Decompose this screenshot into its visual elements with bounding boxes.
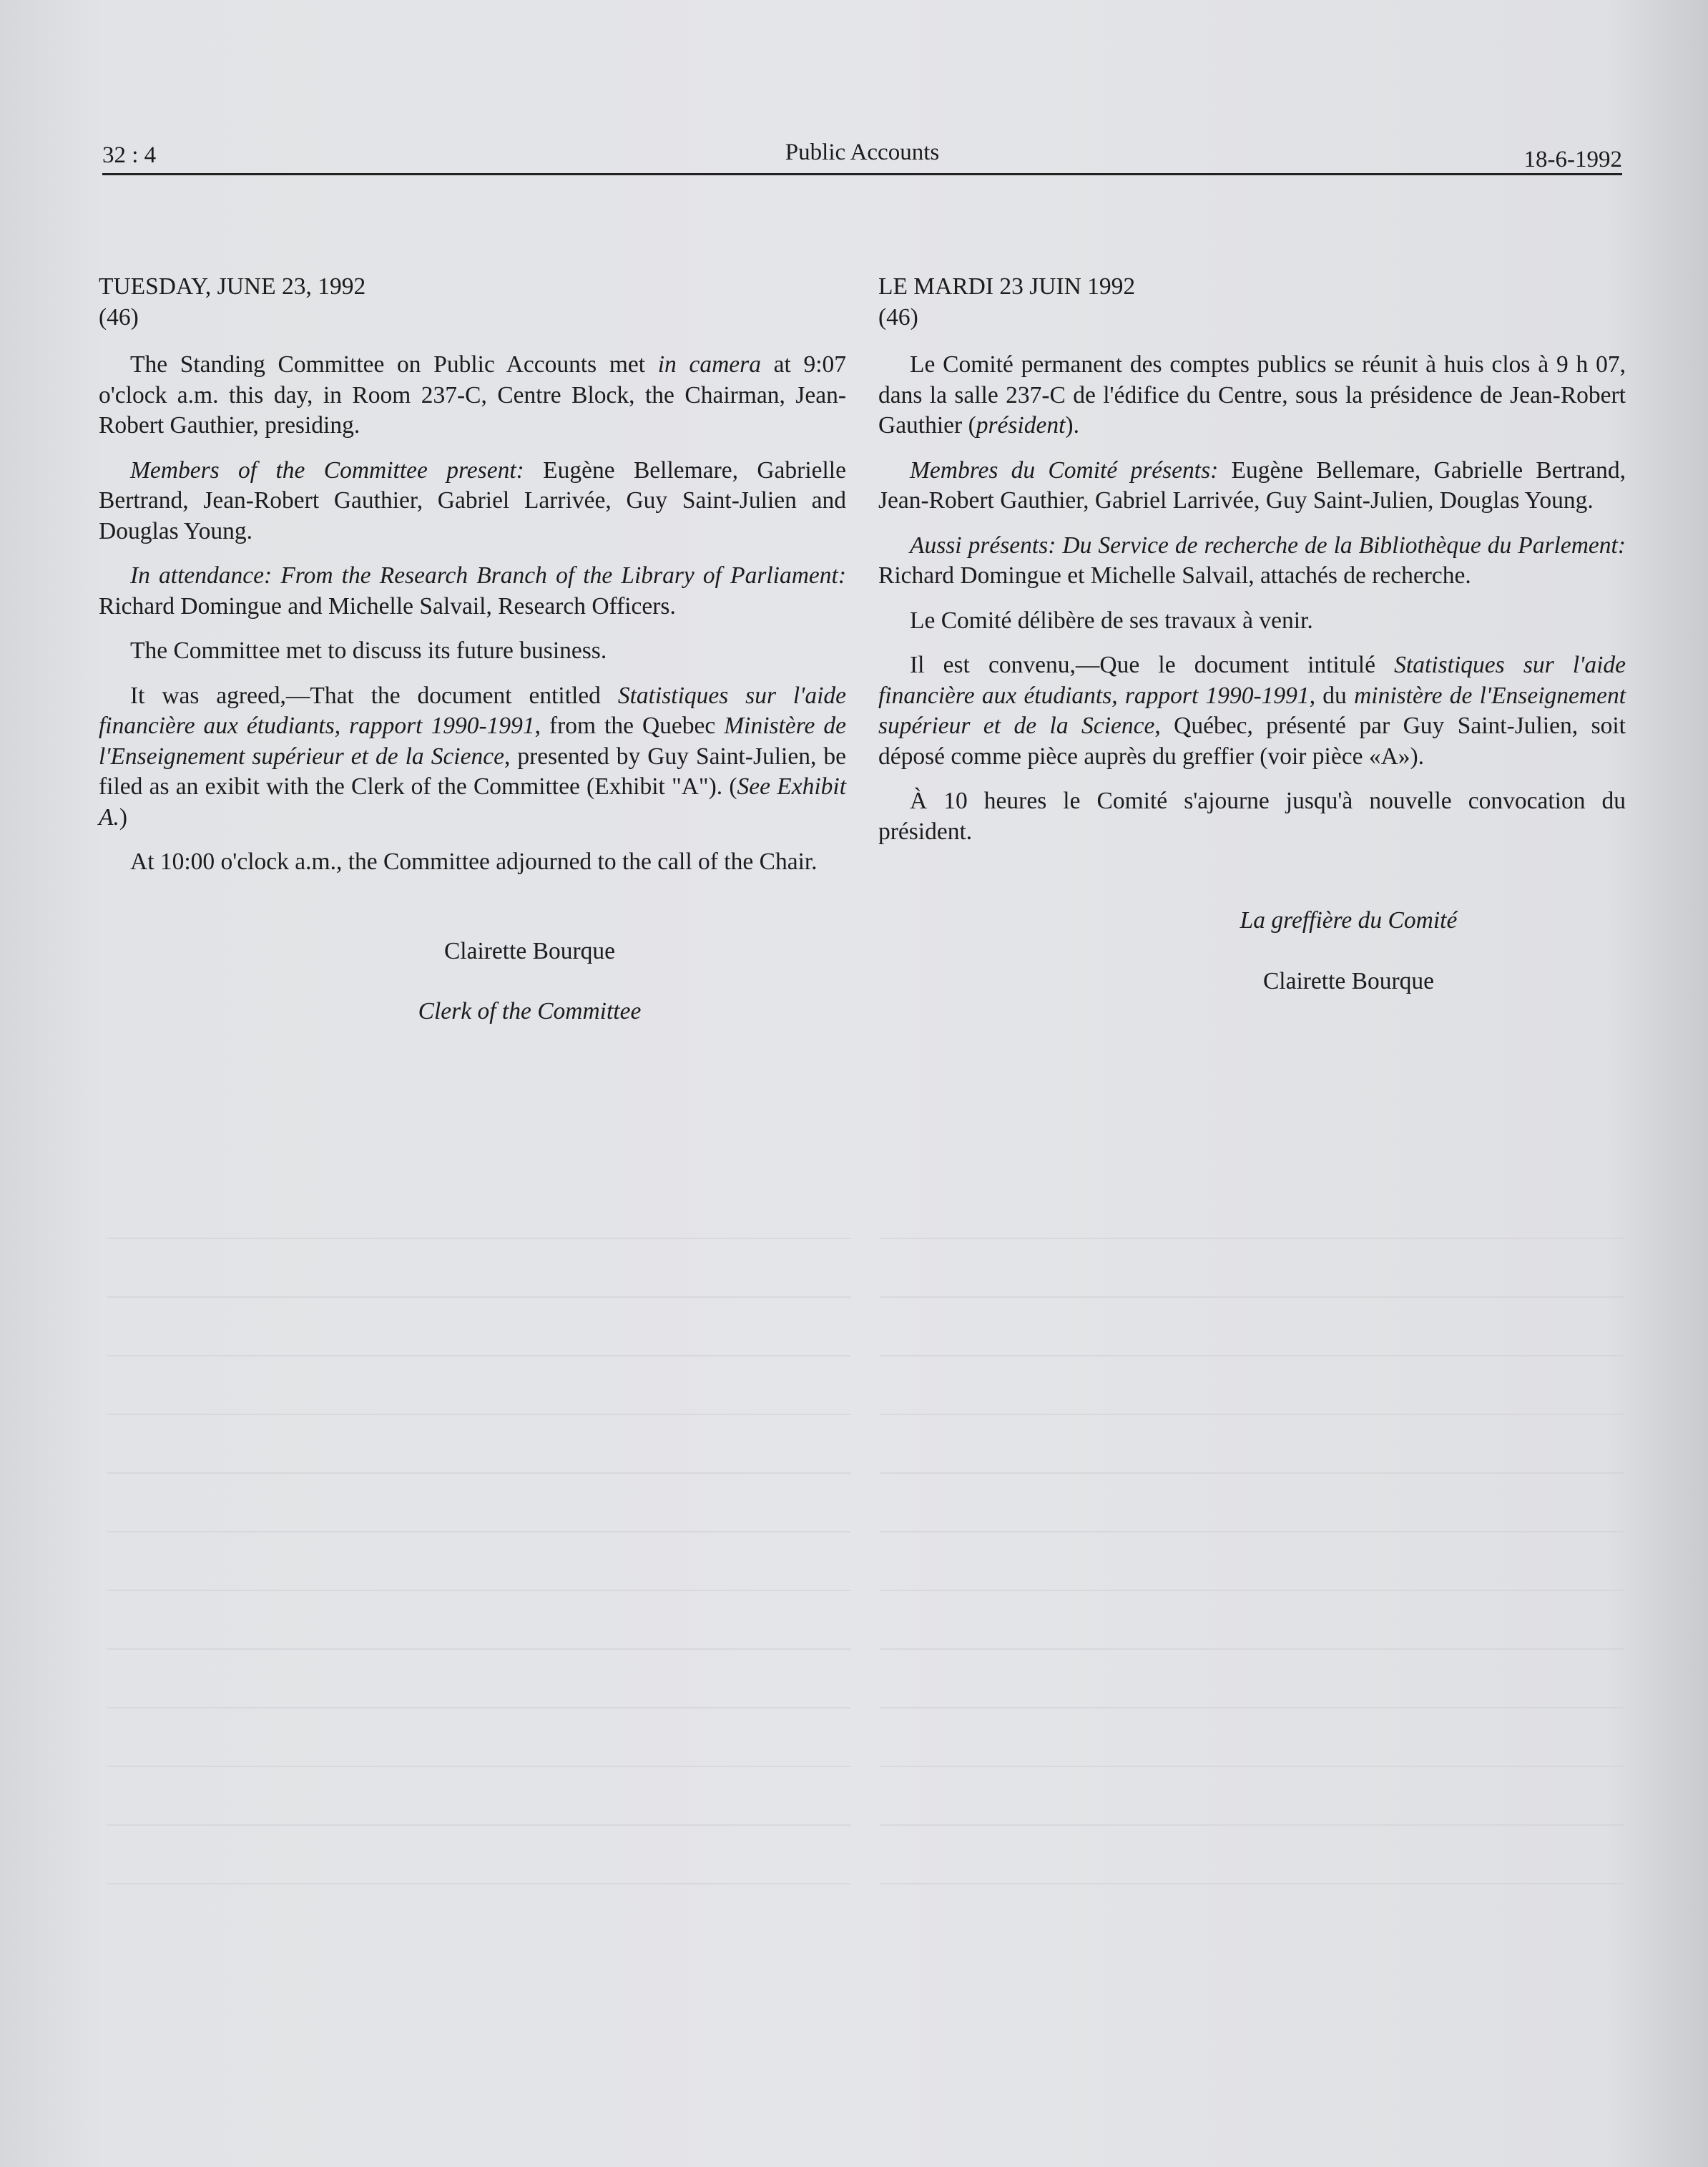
adjournment-paragraph: At 10:00 o'clock a.m., the Committee adjourned to the call of the Chair. xyxy=(130,848,818,875)
attendance-label: In attendance: From the Research Branch of the Library of Parliament: xyxy=(130,562,846,589)
text-run: , du xyxy=(1309,682,1355,709)
attendance-paragraph xyxy=(99,561,846,622)
text-run: ). xyxy=(1065,412,1079,439)
text-run-italic: ministère de l'Enseignement supérieur et de la Science xyxy=(878,682,1626,739)
agreement-paragraph xyxy=(99,681,846,833)
text-run: The Standing Committee on Public Accounts met xyxy=(130,351,658,378)
text-run: It was agreed,—That the document entitled xyxy=(130,682,618,709)
members-label: Membres du Comité présents: xyxy=(910,456,1219,484)
meeting-date: TUESDAY, JUNE 23, 1992 xyxy=(99,273,366,300)
sitting-number: (46) xyxy=(99,303,139,331)
text-run: , presented by Guy Saint-Julien, be filed as an exibit with the Clerk of the Committee (Exhibit "A"). ( xyxy=(99,743,846,800)
signature-block xyxy=(878,906,1626,997)
agreement-paragraph xyxy=(878,650,1626,772)
text-run-italic: See Exhibit A. xyxy=(99,773,846,831)
clerk-title: Clerk of the Committee xyxy=(418,998,642,1024)
business-paragraph: Le Comité délibère de ses travaux à venir. xyxy=(910,607,1313,634)
text-run: , Québec, présenté par Guy Saint-Julien, soit déposé comme pièce auprès du greffier (voir pièce «A»). xyxy=(878,713,1626,770)
text-run: , from the Quebec xyxy=(534,713,725,739)
attendance-label: Aussi présents: Du Service de recherche de la Bibliothèque du Parlement: xyxy=(910,532,1626,559)
members-list: Eugène Bellemare, Gabrielle Bertrand, Jean-Robert Gauthier, Gabriel Larrivée, Guy Saint-Julien and Douglas Young. xyxy=(99,456,846,544)
meeting-date: LE MARDI 23 JUIN 1992 xyxy=(878,273,1136,300)
text-run-italic: président xyxy=(976,412,1066,439)
members-present-paragraph xyxy=(99,456,846,547)
running-header xyxy=(102,137,1622,175)
adjournment-paragraph: À 10 heures le Comité s'ajourne jusqu'à nouvelle convocation du président. xyxy=(878,788,1626,845)
header-title: Public Accounts xyxy=(785,140,940,165)
clerk-name: Clairette Bourque xyxy=(1262,967,1435,994)
opening-paragraph xyxy=(99,350,846,441)
text-run-italic: Statistiques sur l'aide financière aux étudiants, rapport 1990-1991 xyxy=(878,652,1626,709)
business-paragraph: The Committee met to discuss its future business. xyxy=(130,637,607,664)
clerk-name: Clairette Bourque xyxy=(443,937,616,964)
text-run: at 9:07 o'clock a.m. this day, in Room 237-C, Centre Block, the Chairman, Jean-Robert Gauthier, presiding. xyxy=(99,351,847,439)
english-column xyxy=(99,272,846,1057)
clerk-title: La greffière du Comité xyxy=(1240,907,1458,934)
text-run-italic: Ministère de l'Enseignement supérieur et de la Science xyxy=(99,713,846,770)
bleed-through-decoration xyxy=(880,1209,1624,2068)
attendance-list: Richard Domingue et Michelle Salvail, attachés de recherche. xyxy=(878,562,1471,589)
members-present-paragraph xyxy=(878,456,1626,517)
sitting-number: (46) xyxy=(878,303,918,331)
members-list: Eugène Bellemare, Gabrielle Bertrand, Jean-Robert Gauthier, Gabriel Larrivée, Guy Saint-Julien, Douglas Young. xyxy=(878,456,1626,514)
members-label: Members of the Committee present: xyxy=(130,456,524,484)
attendance-paragraph xyxy=(878,531,1626,592)
text-run-italic: in camera xyxy=(657,351,761,378)
french-column xyxy=(878,272,1626,1027)
bleed-through-decoration xyxy=(107,1209,851,2068)
text-run: Le Comité permanent des comptes publics se réunit à huis clos à 9 h 07, dans la salle 237-C de l'édifice du Centre, sous la présidence de Jean-Robert Gauthier ( xyxy=(878,351,1626,439)
attendance-list: Richard Domingue and Michelle Salvail, Research Officers. xyxy=(99,592,676,620)
text-run: ) xyxy=(119,803,127,831)
signature-block xyxy=(99,936,846,1027)
opening-paragraph xyxy=(878,350,1626,441)
header-date: 18-6-1992 xyxy=(1523,147,1622,172)
page-number: 32 : 4 xyxy=(102,142,157,168)
text-run: Il est convenu,—Que le document intitulé xyxy=(910,652,1395,678)
text-run-italic: Statistiques sur l'aide financière aux étudiants, rapport 1990-1991 xyxy=(99,682,847,739)
